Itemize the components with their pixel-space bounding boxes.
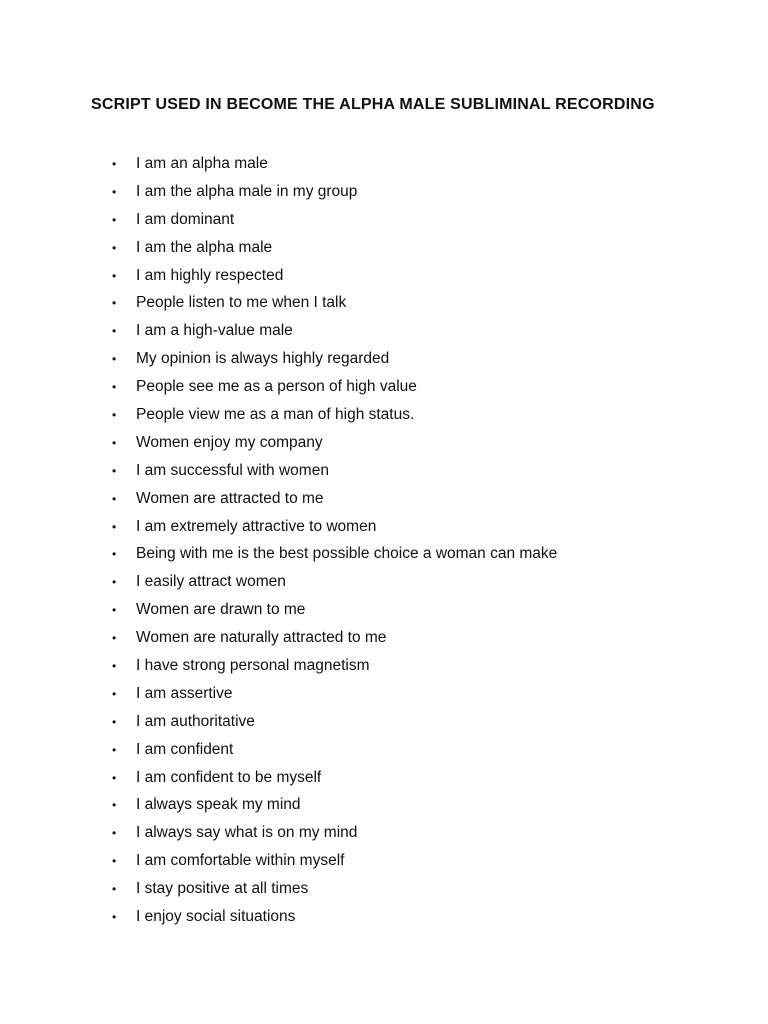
bullet-icon: •	[112, 157, 117, 171]
bullet-icon: •	[112, 714, 117, 729]
list-item-text: I always speak my mind	[136, 796, 301, 814]
list-item-text: I stay positive at all times	[136, 880, 309, 898]
bullet-icon: •	[112, 603, 117, 618]
list-item-text: I have strong personal magnetism	[136, 657, 370, 675]
list-item-text: I easily attract women	[136, 573, 286, 591]
bullet-icon: •	[112, 435, 117, 450]
list-item-text: I am the alpha male	[136, 238, 273, 256]
list-item-text: I am assertive	[136, 684, 233, 702]
bullet-icon: •	[112, 296, 117, 311]
bullet-icon: •	[112, 519, 117, 534]
list-item-text: I am the alpha male in my group	[136, 182, 358, 200]
bullet-icon: •	[112, 352, 117, 367]
list-item-text: I am confident to be myself	[136, 768, 322, 786]
bullet-icon: •	[112, 324, 117, 339]
bullet-icon: •	[112, 686, 117, 701]
document-title: SCRIPT USED IN BECOME THE ALPHA MALE SUBLIMINAL RECORDING	[91, 96, 655, 113]
bullet-icon: •	[112, 854, 117, 869]
bullet-icon: •	[112, 408, 117, 423]
list-item-text: I always say what is on my mind	[136, 824, 358, 842]
bullet-icon: •	[112, 240, 117, 255]
list-item-text: Women are drawn to me	[136, 601, 306, 619]
list-item-text: Being with me is the best possible choice a woman can make	[136, 545, 558, 563]
bullet-icon: •	[112, 882, 117, 897]
bullet-icon: •	[112, 463, 117, 478]
list-item-text: I am dominant	[136, 210, 235, 228]
bullet-icon: •	[112, 380, 117, 395]
list-item-text: Women enjoy my company	[136, 433, 323, 451]
bullet-icon: •	[112, 212, 117, 227]
bullet-icon: •	[112, 770, 117, 785]
list-item-text: I am a high-value male	[136, 322, 293, 340]
list-item-text: I enjoy social situations	[136, 908, 296, 926]
list-item-text: My opinion is always highly regarded	[136, 350, 390, 368]
bullet-icon: •	[112, 184, 117, 199]
list-item-text: I am highly respected	[136, 266, 284, 284]
list-item-text: People view me as a man of high status.	[136, 406, 415, 424]
bullet-icon: •	[112, 491, 117, 506]
list-item-text: I am confident	[136, 740, 234, 758]
list-item-text: People see me as a person of high value	[136, 378, 417, 396]
bullet-icon: •	[112, 826, 117, 841]
bullet-icon: •	[112, 575, 117, 590]
bullet-icon: •	[112, 910, 117, 925]
bullet-icon: •	[112, 631, 117, 646]
bullet-icon: •	[112, 547, 117, 562]
list-item-text: I am extremely attractive to women	[136, 517, 377, 535]
list-item-text: I am authoritative	[136, 712, 255, 730]
list-item-text: Women are attracted to me	[136, 489, 324, 507]
list-item-text: I am comfortable within myself	[136, 852, 345, 870]
list-item-text: I am an alpha male	[136, 155, 268, 172]
bullet-icon: •	[112, 659, 117, 674]
list-item-text: Women are naturally attracted to me	[136, 629, 387, 647]
bullet-icon: •	[112, 268, 117, 283]
bullet-icon: •	[112, 742, 117, 757]
list-item-text: People listen to me when I talk	[136, 294, 347, 312]
list-item-text: I am successful with women	[136, 461, 329, 479]
bullet-icon: •	[112, 798, 117, 813]
